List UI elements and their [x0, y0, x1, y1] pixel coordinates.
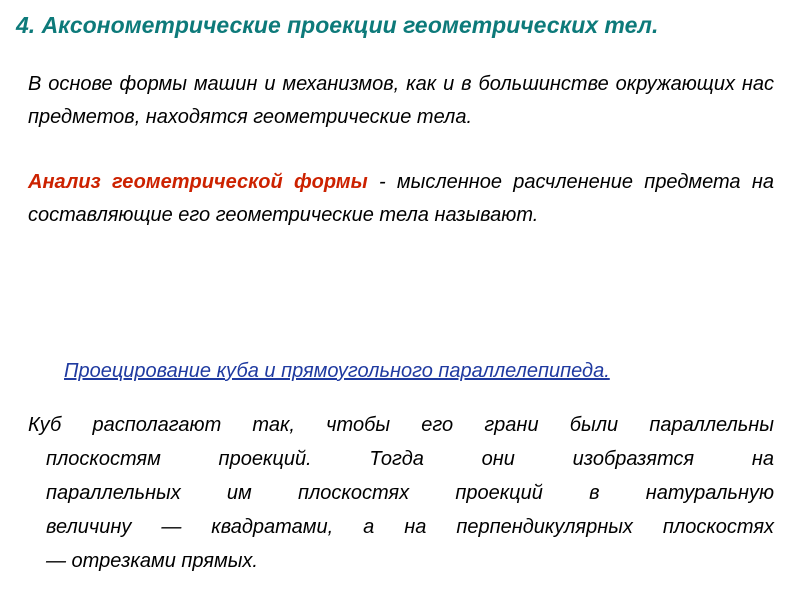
- analysis-definition: - мысленное расчленение предмета на составляющие его геометрические тела называют.: [28, 171, 774, 226]
- cube-text-line: Куб располагают так, чтобы его грани были параллельны: [28, 414, 774, 436]
- section-subheading: Проецирование куба и прямоугольного параллелепипеда.: [64, 360, 610, 382]
- cube-paragraph: [28, 408, 774, 578]
- slide-title: 4. Аксонометрические проекции геометрических тел.: [16, 12, 659, 38]
- cube-text-line: — отрезками прямых.: [46, 550, 258, 572]
- cube-text-line: величину — квадратами, а на перпендикулярных плоскостях: [46, 516, 774, 538]
- analysis-paragraph: [28, 166, 774, 232]
- cube-text-line: плоскостям проекций. Тогда они изобразятся на: [46, 448, 774, 470]
- cube-text-line: параллельных им плоскостях проекций в натуральную: [46, 482, 774, 504]
- analysis-term: Анализ геометрической формы: [28, 171, 368, 193]
- intro-paragraph: В основе формы машин и механизмов, как и в большинстве окружающих нас предметов, находятся геометрические тела.: [28, 73, 774, 128]
